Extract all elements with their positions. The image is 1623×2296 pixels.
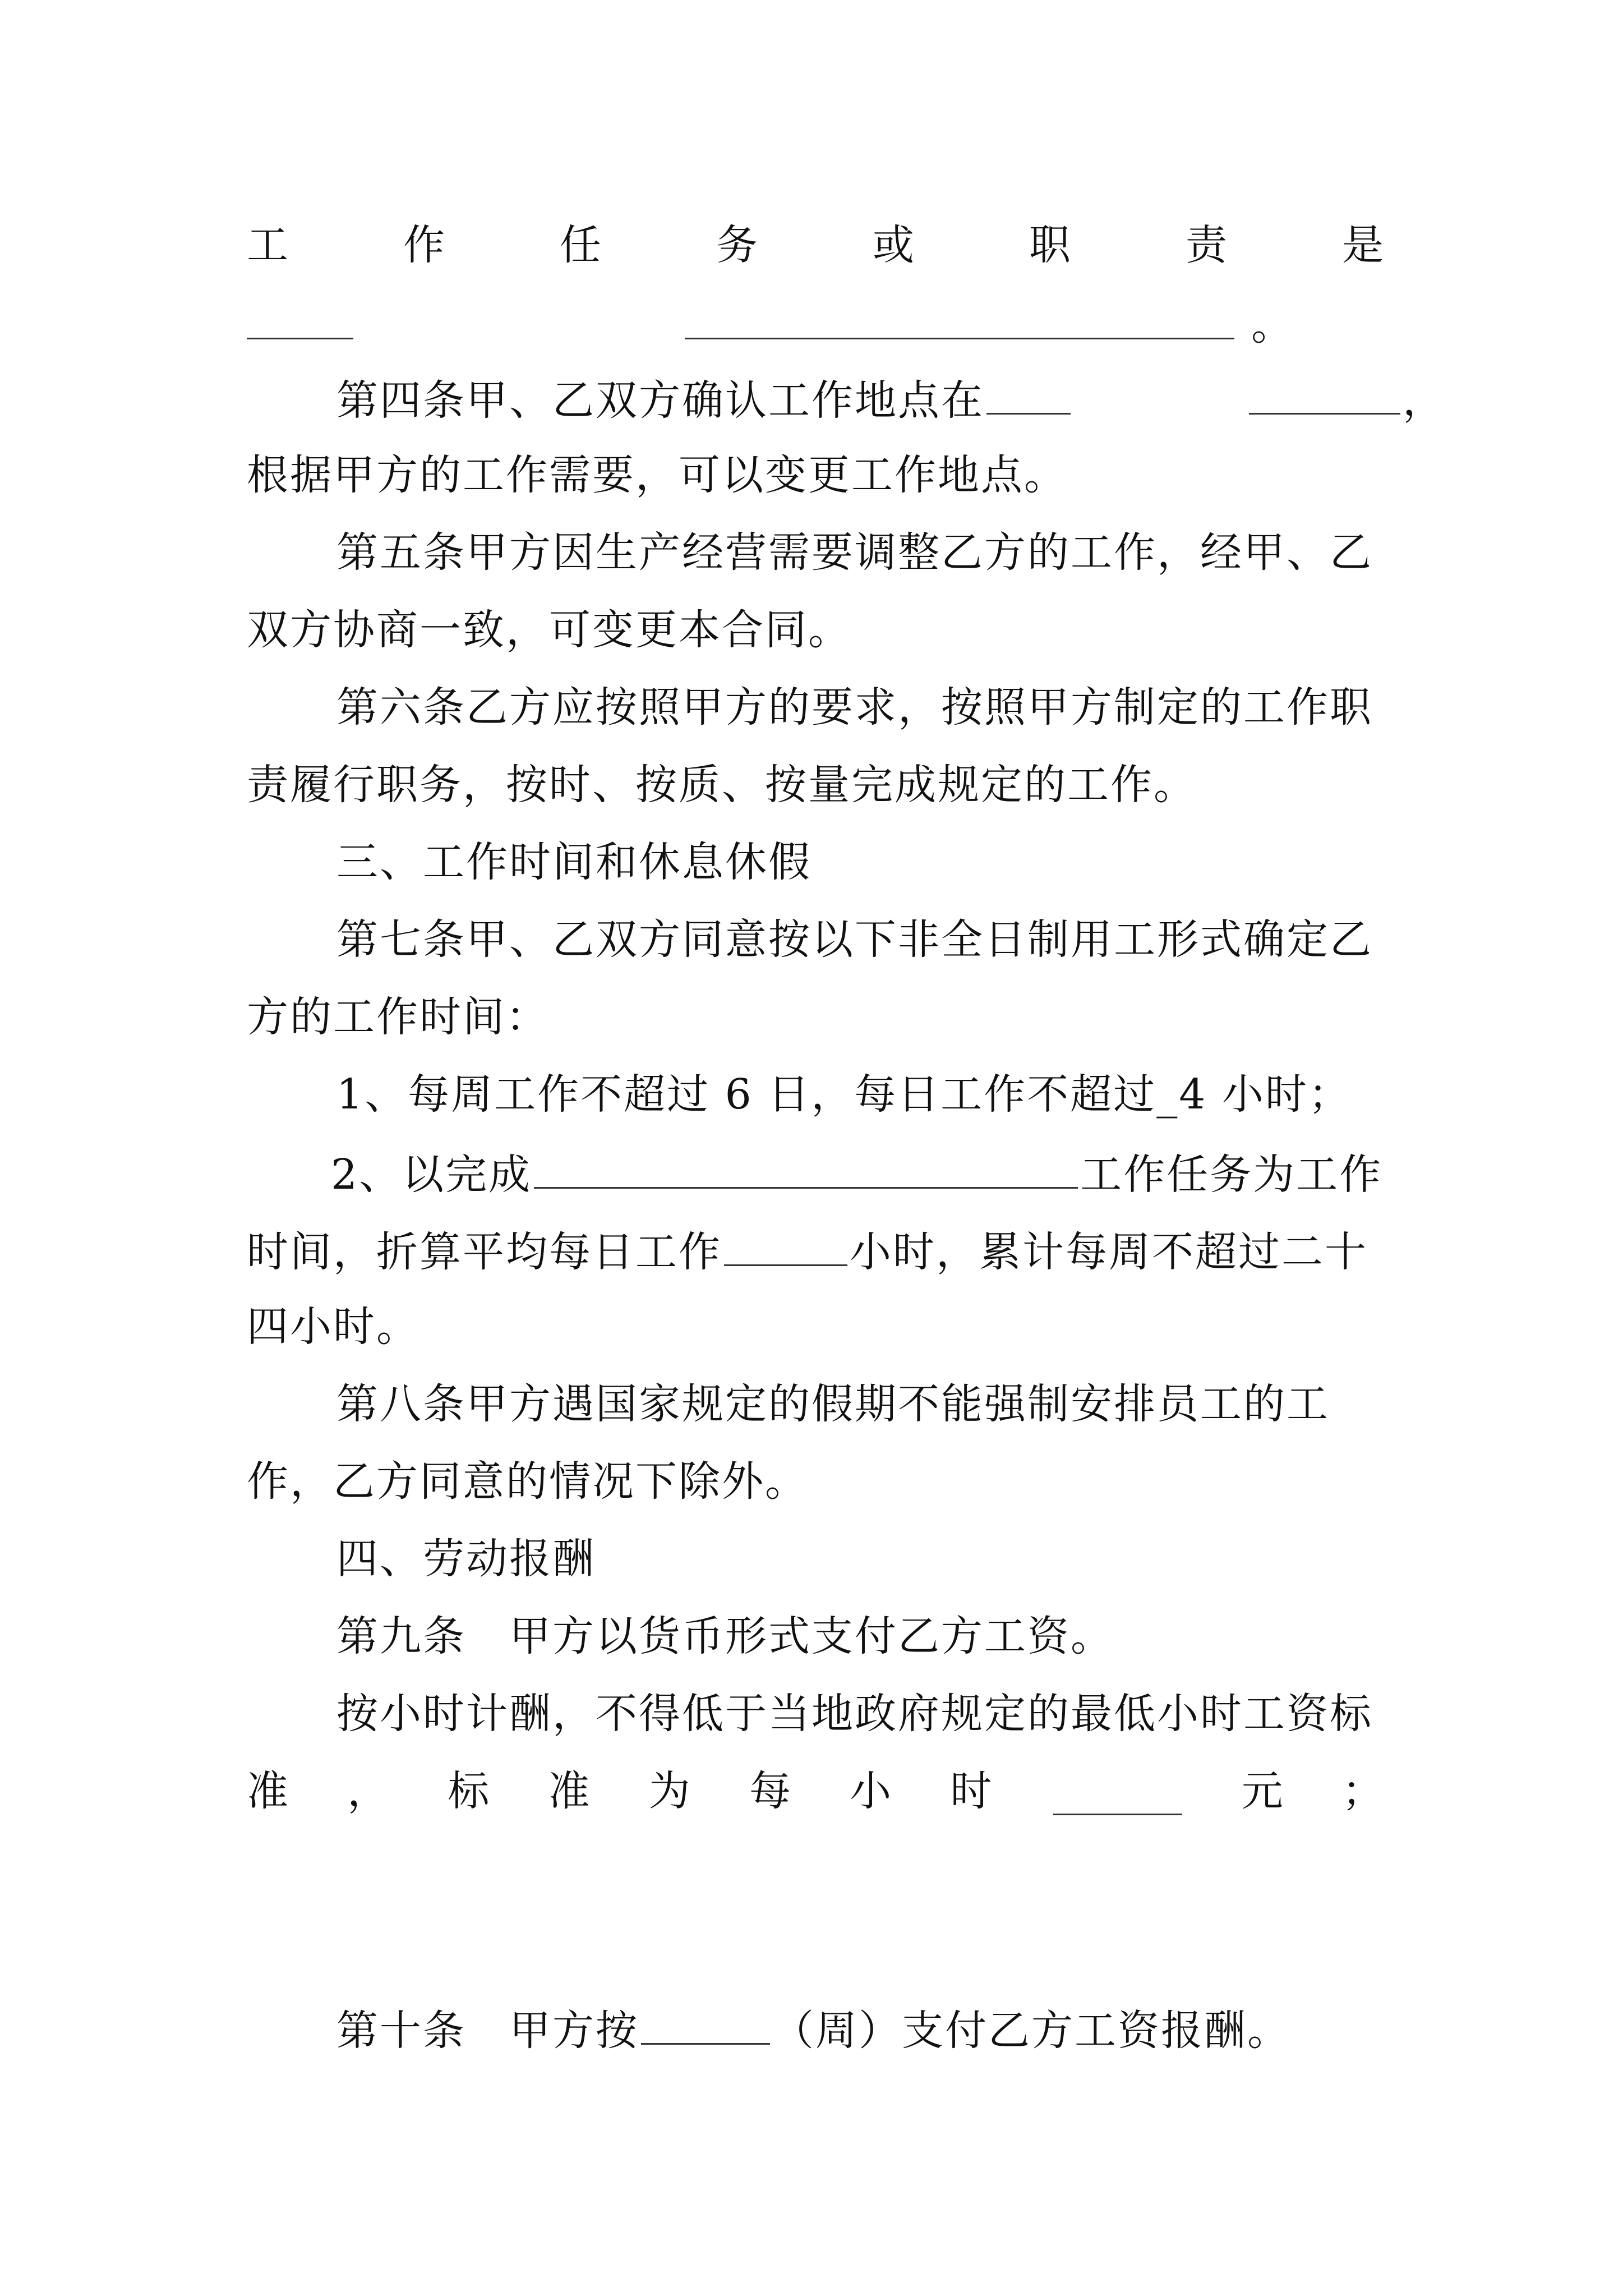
article5-line1: 第五条甲方因生产经营需要调整乙方的工作，经甲、乙: [336, 528, 1373, 577]
article4-line1: [336, 367, 1446, 429]
article9-line1: 第九条 甲方以货币形式支付乙方工资。: [336, 1612, 1114, 1660]
daily-hours-blank[interactable]: [724, 1218, 847, 1266]
workplace-blank-a[interactable]: [986, 367, 1071, 415]
article6-line1: 第六条乙方应按照甲方的要求，按照甲方制定的工作职: [336, 683, 1373, 731]
article8-line2: 作，乙方同意的情况下除外。: [247, 1457, 808, 1506]
item2-line3: 四小时。: [247, 1303, 419, 1351]
duty-period: 。: [1251, 301, 1295, 349]
item2-line1: [331, 1141, 1383, 1203]
rate-char: 标: [448, 1767, 491, 1815]
rate-char: ，: [347, 1767, 391, 1815]
item2-before: 2、以完成: [331, 1151, 532, 1199]
rate-char: 每: [749, 1767, 792, 1815]
duty-blank-long[interactable]: [685, 292, 1234, 339]
task-blank[interactable]: [534, 1141, 1078, 1189]
hourly-rate-blank[interactable]: [1053, 1768, 1182, 1815]
duty-char: 任: [560, 221, 603, 269]
article9-line2: 按小时计酬，不得低于当地政府规定的最低小时工资标: [336, 1690, 1373, 1738]
article7-line1: 第七条甲、乙双方同意按以下非全日制用工形式确定乙: [336, 915, 1373, 964]
section4-title: 四、劳动报酬: [336, 1535, 596, 1583]
article10-line: [336, 1997, 1385, 2059]
rate-char: 时: [950, 1767, 994, 1815]
duty-blank-short[interactable]: [247, 292, 353, 339]
article4-comma: ，: [1403, 376, 1446, 425]
duty-char: 作: [403, 221, 446, 269]
item1-before: 1、每周工作不超过 6 日，每日工作不超过: [336, 1070, 1157, 1119]
item1-line: [336, 1064, 1385, 1125]
article9-line3: [247, 1760, 1385, 1822]
duty-char: 工: [247, 221, 290, 269]
item2-line2-before: 时间，折算平均每日工作: [247, 1228, 722, 1276]
item1-hours: _4: [1156, 1070, 1207, 1119]
rate-unit: 元: [1241, 1767, 1285, 1815]
item1-after: 小时；: [1207, 1070, 1352, 1119]
pay-period-blank[interactable]: [641, 1997, 770, 2045]
article4-line2: 根据甲方的工作需要，可以变更工作地点。: [247, 451, 1067, 499]
rate-end: ；: [1341, 1767, 1385, 1815]
rate-char: 小: [850, 1767, 893, 1815]
duty-line: [247, 214, 1385, 276]
article10-after: （周）支付乙方工资报酬。: [772, 2007, 1290, 2055]
workplace-blank-b[interactable]: [1249, 367, 1400, 415]
article6-line2: 责履行职务，按时、按质、按量完成规定的工作。: [247, 761, 1197, 809]
duty-char: 是: [1342, 221, 1385, 269]
article7-line2: 方的工作时间：: [247, 993, 549, 1041]
duty-char: 或: [873, 221, 916, 269]
rate-char: 准: [247, 1767, 290, 1815]
duty-char: 务: [716, 221, 759, 269]
item2-after: 工作任务为工作: [1080, 1151, 1383, 1199]
rate-char: 准: [548, 1767, 592, 1815]
article10-before: 第十条 甲方按: [336, 2007, 639, 2055]
article5-line2: 双方协商一致，可变更本合同。: [247, 606, 851, 654]
duty-char: 职: [1029, 221, 1072, 269]
rate-char: 为: [648, 1767, 692, 1815]
section3-title: 三、工作时间和休息休假: [336, 838, 811, 886]
duty-char: 责: [1186, 221, 1229, 269]
item2-line2-after: 小时，累计每周不超过二十: [850, 1228, 1368, 1276]
article8-line1: 第八条甲方遇国家规定的假期不能强制安排员工的工: [336, 1380, 1330, 1428]
article4-text: 第四条甲、乙双方确认工作地点在: [336, 376, 984, 425]
duty-blank-line: [247, 292, 1385, 353]
item2-line2: [247, 1218, 1385, 1280]
